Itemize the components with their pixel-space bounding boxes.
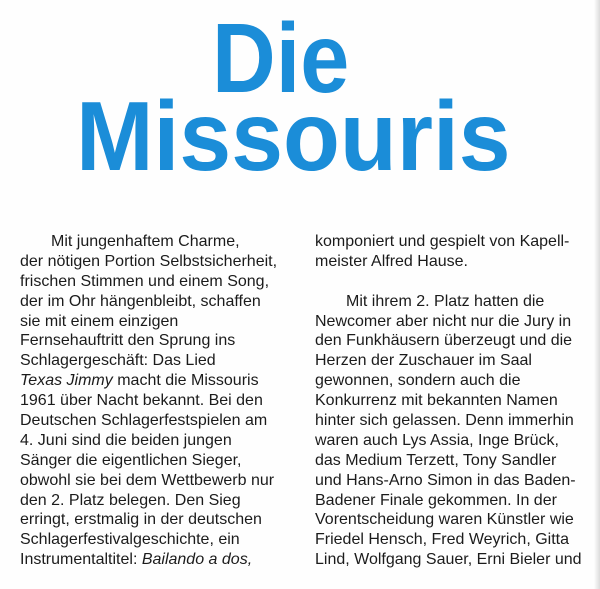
song-title: Bailando a dos, (141, 551, 253, 569)
page-edge-shadow (594, 0, 600, 589)
text-line: Friedel Hensch, Fred Weyrich, Gitta (315, 531, 570, 549)
text-line: Konkurrenz mit bekannten Namen (315, 392, 558, 410)
text-line: erringt, erstmalig in der deutschen (20, 511, 262, 529)
text-line: frischen Stimmen und einem Song, (20, 272, 270, 290)
title-line-1: Die (212, 3, 350, 113)
text-line: 1961 über Nacht bekannt. Bei den (20, 392, 263, 410)
text-line: Schlagergeschäft: Das Lied (20, 352, 216, 370)
text-line: meister Alfred Hause. (315, 252, 468, 270)
text-line (20, 550, 300, 570)
text-line: Fernsehauftritt den Sprung ins (20, 332, 236, 350)
text-line: den Funkhäusern überzeugt und die (315, 332, 573, 350)
text-segment: Instrumentaltitel: (20, 551, 142, 569)
text-line: Vorentscheidung waren Künstler wie (315, 511, 574, 529)
text-line: Badener Finale gekommen. In der (315, 491, 557, 509)
text-line: 4. Juni sind die beiden jungen (20, 431, 232, 449)
text-line: gewonnen, sondern auch die (315, 372, 521, 390)
text-line: das Medium Terzett, Tony Sandler (315, 451, 557, 469)
text-line (20, 371, 300, 391)
text-line: Lind, Wolfgang Sauer, Erni Bieler und (315, 551, 582, 569)
paragraph-break (315, 272, 595, 292)
text-line: und Hans-Arno Simon in das Baden- (315, 471, 576, 489)
text-line: der im Ohr hängenbleibt, schaffen (20, 292, 261, 310)
text-line: Mit ihrem 2. Platz hatten die (346, 292, 545, 310)
text-line: Sänger die eigentlichen Sieger, (20, 451, 242, 469)
title-line-2: Missouris (76, 81, 511, 191)
text-line: sie mit einem einzigen (20, 312, 179, 330)
text-column-right (315, 232, 595, 570)
text-segment: macht die Missouris (112, 372, 259, 390)
text-line: komponiert und gespielt von Kapell- (315, 233, 570, 250)
text-line: waren auch Lys Assia, Inge Brück, (315, 431, 559, 449)
text-line: Deutschen Schlagerfestspielen am (20, 412, 268, 430)
text-line: obwohl sie bei dem Wettbewerb nur (20, 471, 275, 489)
text-line: Mit jungenhaftem Charme, (51, 233, 240, 250)
text-line: der nötigen Portion Selbstsicherheit, (20, 252, 278, 270)
song-title: Texas Jimmy (20, 372, 113, 390)
text-line: Herzen der Zuschauer im Saal (315, 352, 532, 370)
text-line: Schlagerfestivalgeschichte, ein (20, 531, 240, 549)
text-line: den 2. Platz belegen. Den Sieg (20, 491, 241, 509)
text-line: Newcomer aber nicht nur die Jury in (315, 312, 572, 330)
text-column-left (20, 232, 300, 570)
text-line: hinter sich gelassen. Denn immerhin (315, 412, 574, 430)
